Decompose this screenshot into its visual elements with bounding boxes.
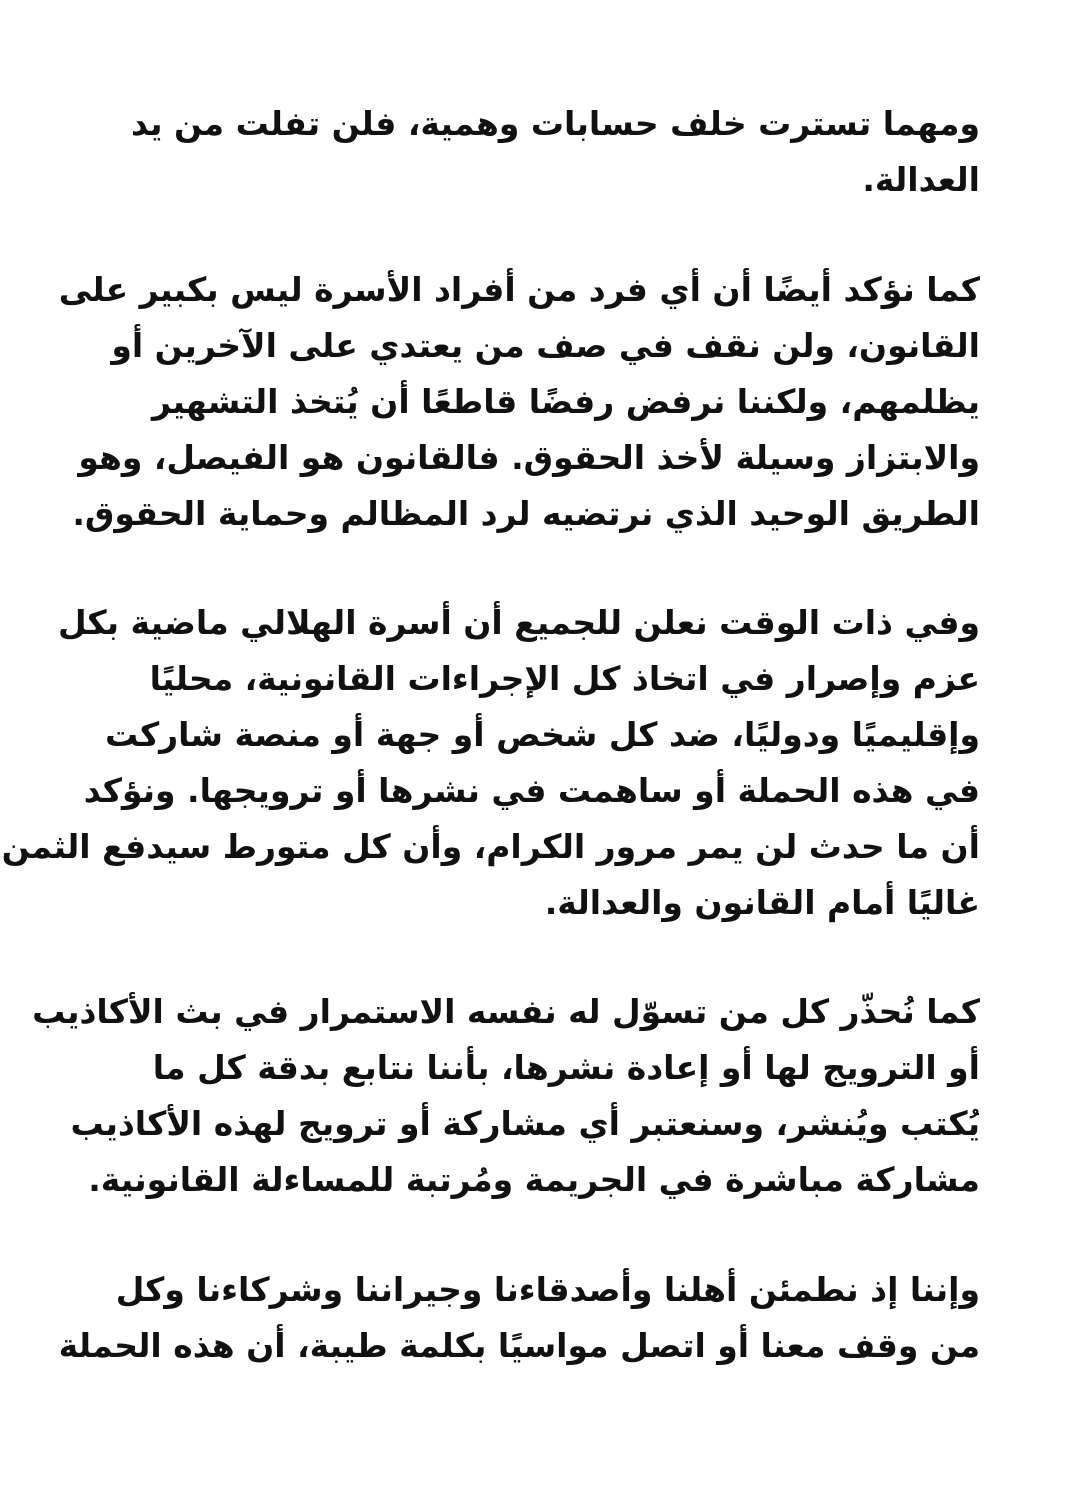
paragraph-2	[58, 262, 980, 542]
paragraph-1	[80, 96, 980, 208]
paragraph-line: القانون، ولن نقف في صف من يعتدي على الآخرين أو	[111, 326, 980, 365]
paragraph-5	[58, 1262, 980, 1374]
paragraph-line: أن ما حدث لن يمر مرور الكرام، وأن كل متورط سيدفع الثمن	[1, 827, 980, 866]
paragraph-line: وإننا إذ نطمئن أهلنا وأصدقاءنا وجيراننا وشركاءنا وكل	[115, 1270, 980, 1309]
paragraph-line: يُكتب ويُنشر، وسنعتبر أي مشاركة أو ترويج لهذه الأكاذيب	[70, 1104, 980, 1143]
paragraph-line: غاليًا أمام القانون والعدالة.	[544, 883, 980, 922]
paragraph-line: كما نُحذّر كل من تسوّل له نفسه الاستمرار في بث الأكاذيب	[32, 992, 980, 1031]
paragraph-line: وفي ذات الوقت نعلن للجميع أن أسرة الهلالي ماضية بكل	[57, 603, 980, 642]
paragraph-line: الطريق الوحيد الذي نرتضيه لرد المظالم وحماية الحقوق.	[72, 494, 980, 533]
paragraph-line: عزم وإصرار في اتخاذ كل الإجراءات القانونية، محليًا	[149, 659, 980, 698]
paragraph-3	[1, 595, 980, 931]
paragraph-line: ومهما تسترت خلف حسابات وهمية، فلن تفلت من يد	[131, 104, 980, 143]
paragraph-line: والابتزاز وسيلة لأخذ الحقوق. فالقانون هو الفيصل، وهو	[78, 438, 980, 477]
paragraph-line: وإقليميًا ودوليًا، ضد كل شخص أو جهة أو منصة شاركت	[105, 715, 980, 754]
paragraph-line: يظلمهم، ولكننا نرفض رفضًا قاطعًا أن يُتخذ التشهير	[151, 382, 980, 421]
paragraph-line: مشاركة مباشرة في الجريمة ومُرتبة للمساءلة القانونية.	[88, 1160, 980, 1199]
paragraph-line: في هذه الحملة أو ساهمت في نشرها أو ترويجها. ونؤكد	[83, 771, 980, 810]
paragraph-line: أو الترويج لها أو إعادة نشرها، بأننا نتابع بدقة كل ما	[152, 1048, 980, 1087]
paragraph-line: من وقف معنا أو اتصل مواسيًا بكلمة طيبة، أن هذه الحملة	[58, 1326, 980, 1365]
paragraph-line: العدالة.	[862, 160, 980, 199]
paragraph-4	[32, 984, 980, 1208]
paragraph-line: كما نؤكد أيضًا أن أي فرد من أفراد الأسرة ليس بكبير على	[58, 270, 980, 309]
